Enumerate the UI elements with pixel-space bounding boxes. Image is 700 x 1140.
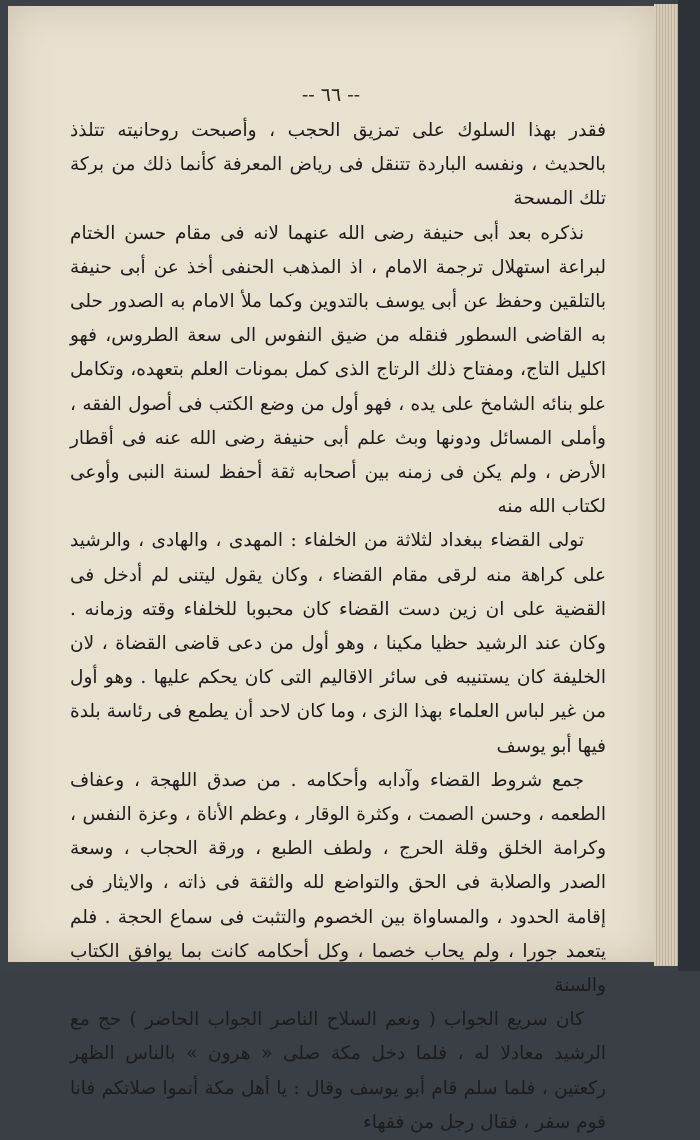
paragraph-1: فقدر بهذا السلوك على تمزيق الحجب ، وأصبحت روحانيته تتلذذ بالحديث ، ونفسه الباردة تتنقل فى رياض المعرفة كأنما ذلك من بركة تلك المسحة — [70, 120, 606, 210]
paragraph-4: جمع شروط القضاء وآدابه وأحكامه . من صدق اللهجة ، وعفاف الطعمه ، وحسن الصمت ، وكثرة الوقار ، وعظم الأناة ، وعزة النفس ، وكرامة الخلق وقلة الحرج ، ولطف الطبع ، ورقة الحجاب ، وسعة الصدر والصلابة فى الحق والتواضع لله والثقة فى ذاته ، والايثار فى إقامة الحدود ، والمساواة بين الخصوم والتثبت فى سماع الحجة . فلم يتعمد جورا ، ولم يحاب خصما ، وكل أحكامه كانت بما يوافق الكتاب والسنة — [70, 769, 606, 997]
page-number: -- ٦٦ -- — [301, 84, 361, 106]
book-page — [8, 6, 654, 1133]
page-edges — [654, 4, 678, 966]
paragraph-2: نذكره بعد أبى حنيفة رضى الله عنهما لانه فى مقام حسن الختام لبراعة استهلال ترجمة الامام ، اذ المذهب الحنفى أخذ عن أبى حنيفة بالتلقين وحفظ عن أبى يوسف بالتدوين وكما ملأ الامام به الصدور حلى به القاضى السطور فنقله من ضيق النفوس الى سعة الطروس، فهو اكليل التاج، ومفتاح ذلك الرتاج الذى كمل بمونات العلم بتعهده، وتكامل علو بنائه الشامخ على يده ، فهو أول من وضع الكتب فى أصول الفقه ، وأملى المسائل ودونها وبث علم أبى حنيفة رضى الله عنه فى أقطار الأرض ، ولم يكن فى زمنه بين أصحابه ثقة أحفظ لسنة النبى وأوعى لكتاب الله منه — [70, 222, 606, 518]
book-cover-edge — [678, 0, 700, 971]
paragraph-3: تولى القضاء ببغداد لثلاثة من الخلفاء : المهدى ، والهادى ، والرشيد على كراهة منه لرقى مقام القضاء ، وكان يقول ليتنى لم أدخل فى القضية على ان زين دست القضاء كان محبوبا للخلفاء وقته وزمانه . وكان عند الرشيد حظيا مكينا ، وهو أول من دعى قاضى القضاة ، لان الخليفة كان يستنيبه فى سائر الاقاليم التى كان يحكم عليها . وهو أول من غير لباس العلماء بهذا الزى ، وما كان لاحد أن يطمع فى رئاسة بلدة فيها أبو يوسف — [70, 530, 606, 757]
paragraph-5: كان سريع الجواب ( ونعم السلاح الناصر الجواب الحاضر ) حج مع الرشيد معادلا له ، فلما دخل مكة صلى « هرون » بالناس الظهر ركعتين ، فلما سلم قام أبو يوسف وقال : يا أهل مكة أتموا صلاتكم فانا قوم سفر ، فقال رجل من فقهاء — [70, 1009, 606, 1133]
page-body-text — [70, 114, 606, 1140]
